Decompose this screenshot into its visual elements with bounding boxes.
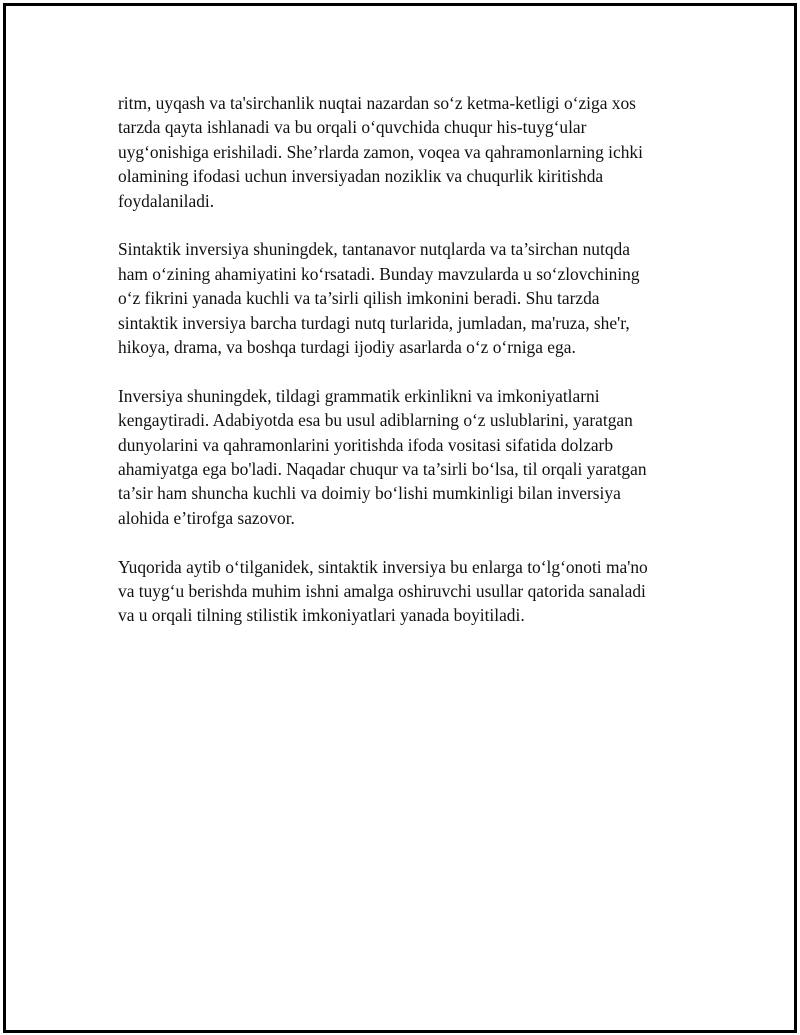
text-line: olamining ifodasi uchun inversiyadan nozikliк va chuqurlik kiritishda: [118, 166, 604, 187]
paragraph-1: [118, 91, 698, 213]
text-line: ritm, uyqash va ta'sirchanlik nuqtai nazardan so‘z ketma-ketligi o‘ziga xos: [118, 93, 636, 113]
text-line: Sintaktik inversiya shuningdek, tantanavor nutqlarda va ta’sirchan nutqda: [118, 239, 630, 260]
text-line: sintaktik inversiya barcha turdagi nutq turlarida, jumladan, ma'ruza, she'r,: [118, 312, 630, 333]
text-line: kengaytiradi. Adabiyotda esa bu usul adiblarning o‘z uslublarini, yaratgan: [118, 410, 633, 431]
text-line: o‘z fikrini yanada kuchli va ta’sirli qilish imkonini beradi. Shu tarzda: [118, 288, 600, 309]
text-line: va tuyg‘u berishda muhim ishni amalga oshiruvchi usullar qatorida sanaladi: [118, 581, 646, 602]
text-line: ta’sir ham shuncha kuchli va doimiy bo‘lishi mumkinligi bilan inversiya: [118, 483, 621, 504]
text-line: va u orqali tilning stilistik imkoniyatlari yanada boyitiladi.: [118, 605, 525, 626]
text-line: Yuqorida aytib o‘tilganidek, sintaktik inversiya bu enlarga to‘lg‘onoti ma'no: [118, 556, 648, 577]
text-line: ahamiyatga ega bo'ladi. Naqadar chuqur va ta’sirli bo‘lsa, til orqali yaratgan: [118, 459, 647, 480]
paragraph-2: [118, 237, 698, 359]
text-line: ham o‘zining ahamiyatini ko‘rsatadi. Bunday mavzularda u so‘zlovchining: [118, 263, 640, 284]
paragraph-4: [118, 555, 698, 628]
text-line: alohida e’tirofga sazovor.: [118, 507, 295, 528]
text-line: uyg‘onishiga erishiladi. She’rlarda zamon, voqea va qahramonlarning ichki: [118, 141, 643, 162]
text-line: foydalaniladi.: [118, 190, 215, 211]
text-line: hikoya, drama, va boshqa turdagi ijodiy asarlarda o‘z o‘rniga ega.: [118, 337, 576, 358]
paragraph-3: [118, 384, 698, 530]
text-line: dunyolarini va qahramonlarini yoritishda ifoda vositasi sifatida dolzarb: [118, 434, 614, 455]
document-body: [118, 91, 698, 652]
text-line: Inversiya shuningdek, tildagi grammatik erkinlikni va imkoniyatlarni: [118, 385, 600, 406]
text-line: tarzda qayta ishlanadi va bu orqali o‘quvchida chuqur his-tuyg‘ular: [118, 117, 587, 138]
